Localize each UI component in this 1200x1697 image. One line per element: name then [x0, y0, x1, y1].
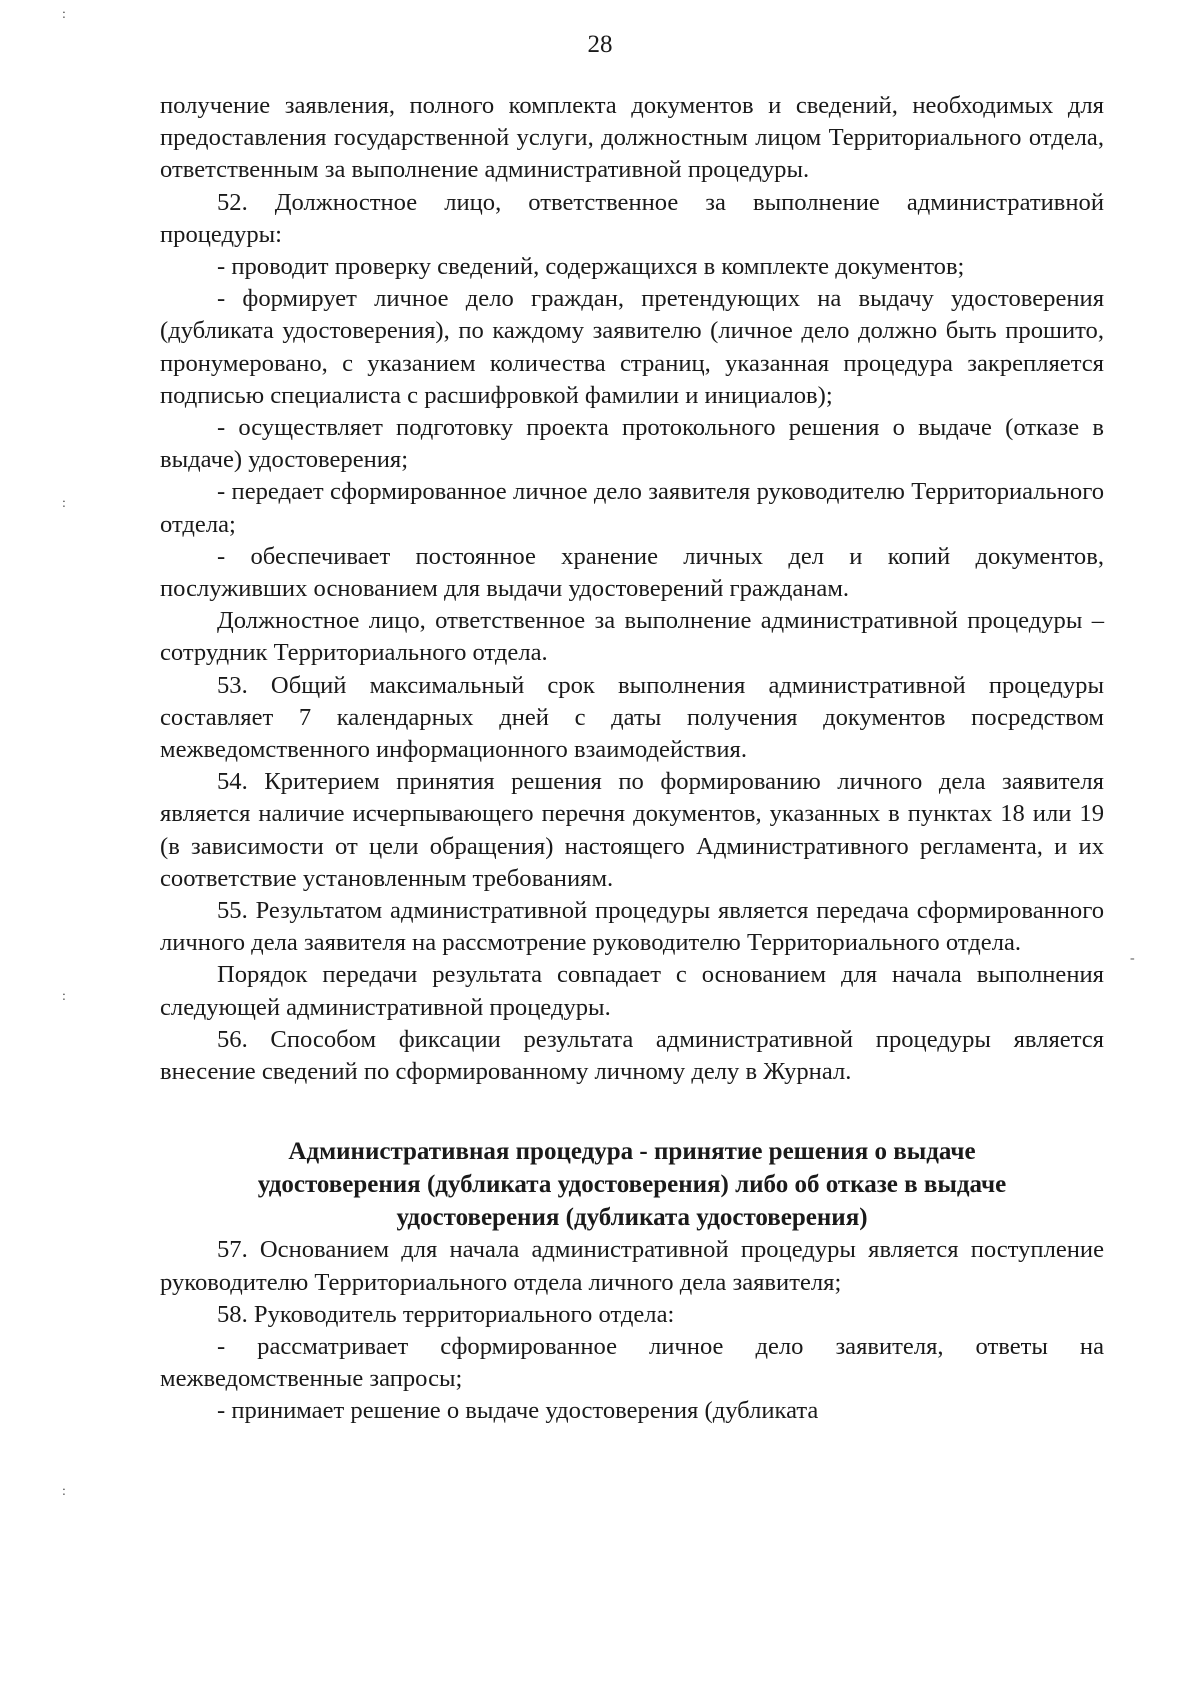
page-number: 28 [587, 31, 613, 58]
margin-mark: - [1130, 951, 1135, 966]
list-item: - рассматривает сформированное личное дело заявителя, ответы на межведомственные запросы; [160, 1332, 1104, 1393]
paragraph: Порядок передачи результата совпадает с основанием для начала выполнения следующей административной процедуры. [160, 961, 1104, 1021]
list-item: - передает сформированное личное дело заявителя руководителю Территориального отдела; [160, 478, 1104, 538]
list-item: - проводит проверку сведений, содержащихся в комплекте документов; [217, 253, 965, 281]
paragraph: Должностное лицо, ответственное за выполнение административной процедуры – сотрудник Территориального отдела. [160, 607, 1104, 667]
paragraph: 53. Общий максимальный срок выполнения административной процедуры составляет 7 календарных дней с даты получения документов посредством межведомственного информационного взаимодействия. [160, 671, 1104, 764]
paragraph: 54. Критерием принятия решения по формированию личного дела заявителя является наличие исчерпывающего перечня документов, указанных в пунктах 18 или 19 (в зависимости от цели обращения) настоящего Административного регламента, и их соответствие установленным требованиям. [160, 768, 1104, 892]
paragraph: получение заявления, полного комплекта документов и сведений, необходимых для предоставления государственной услуги, должностным лицом Территориального отдела, ответственным за выполнение административной процедуры. [160, 92, 1104, 184]
margin-mark: : [62, 1484, 66, 1499]
list-item: - принимает решение о выдаче удостоверения (дубликата [217, 1397, 819, 1425]
list-item: - обеспечивает постоянное хранение личных дел и копий документов, послуживших основанием для выдачи удостоверений гражданам. [160, 542, 1104, 603]
margin-mark: : [62, 7, 66, 22]
paragraph: 55. Результатом административной процедуры является передача сформированного личного дела заявителя на рассмотрение руководителю Территориального отдела. [160, 897, 1104, 957]
paragraph: 52. Должностное лицо, ответственное за выполнение административной процедуры: [160, 188, 1104, 248]
section-heading-line: Административная процедура - принятие решения о выдаче [288, 1138, 976, 1166]
section-heading [160, 1135, 1104, 1234]
section-heading-line: удостоверения (дубликата удостоверения) либо об отказе в выдаче [257, 1171, 1007, 1199]
margin-mark: : [62, 496, 66, 511]
section-heading-line: удостоверения (дубликата удостоверения) [396, 1204, 868, 1232]
list-item: - формирует личное дело граждан, претендующих на выдачу удостоверения (дубликата удостоверения), по каждому заявителю (личное дело должно быть прошито, пронумеровано, с указанием количества страниц, указанная процедура закрепляется подписью специалиста с расшифровкой фамилии и инициалов); [160, 285, 1104, 409]
paragraph: 58. Руководитель территориального отдела: [217, 1300, 675, 1328]
list-item: - осуществляет подготовку проекта протокольного решения о выдаче (отказе в выдаче) удостоверения; [160, 414, 1104, 474]
margin-mark: : [62, 989, 66, 1004]
document-body [160, 90, 1104, 1428]
paragraph: 57. Основанием для начала административной процедуры является поступление руководителю Территориального отдела личного дела заявителя; [160, 1236, 1104, 1296]
paragraph: 56. Способом фиксации результата административной процедуры является внесение сведений по сформированному личному делу в Журнал. [160, 1025, 1104, 1086]
